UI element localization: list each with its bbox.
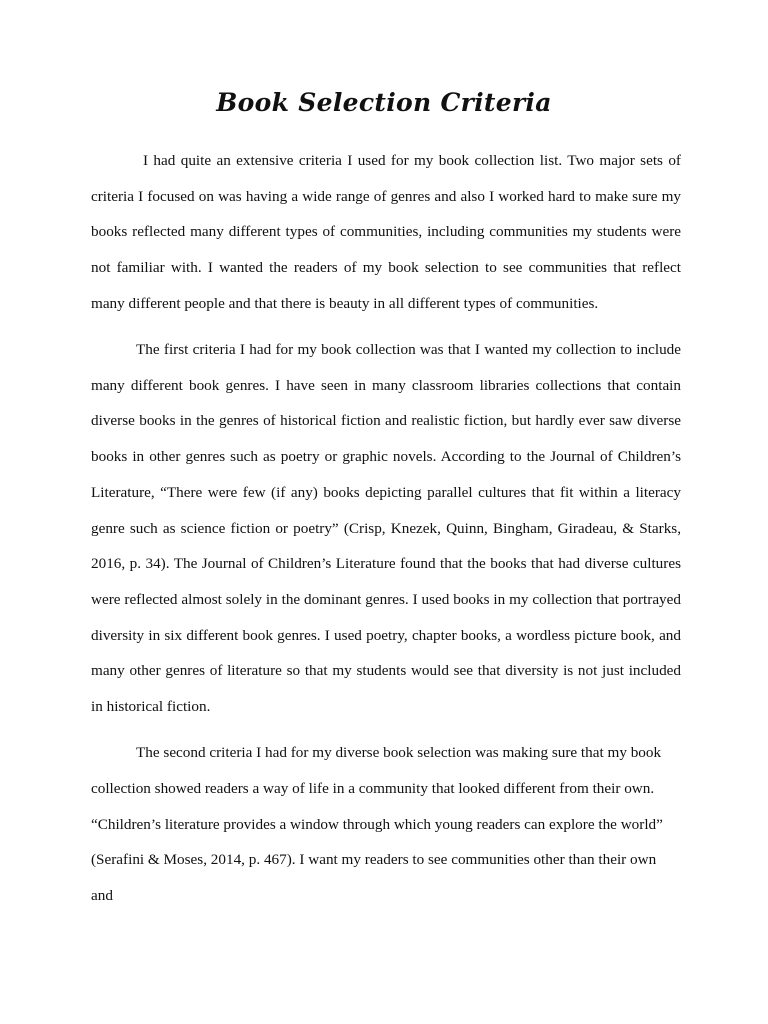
paragraph-intro: I had quite an extensive criteria I used for my book collection list. Two major sets of criteria I focused on was having a wide range of genres and also I worked hard to make sure my books reflected many different types of communities, including communities my students were not familiar with. I wanted the readers of my book selection to see communities that reflect many different people and that there is beauty in all different types of communities.: [91, 152, 681, 312]
document-title: Book Selection Criteria: [216, 88, 552, 117]
paragraph-second-criteria: The second criteria I had for my diverse book selection was making sure that my book collection showed readers a way of life in a community that looked different from their own. “Children’s literature provides a window through which young readers can explore the world” (Serafini & Moses, 2014, p. 467). I want my readers to see communities other than their own and: [91, 744, 663, 905]
paragraph-first-criteria: The first criteria I had for my book collection was that I wanted my collection to include many different book genres. I have seen in many classroom libraries collections that contain diverse books in the genres of historical fiction and realistic fiction, but hardly ever saw diverse books in other genres such as poetry or graphic novels. According to the Journal of Children’s Literature, “There were few (if any) books depicting parallel cultures that fit within a literacy genre such as science fiction or poetry” (Crisp, Knezek, Quinn, Bingham, Giradeau, & Starks, 2016, p. 34). The Journal of Children’s Literature found that the books that had diverse cultures were reflected almost solely in the dominant genres. I used books in my collection that portrayed diversity in six different book genres. I used poetry, chapter books, a wordless picture book, and many other genres of literature so that my students would see that diversity is not just included in historical fiction.: [91, 341, 681, 716]
document-body: [91, 143, 681, 924]
